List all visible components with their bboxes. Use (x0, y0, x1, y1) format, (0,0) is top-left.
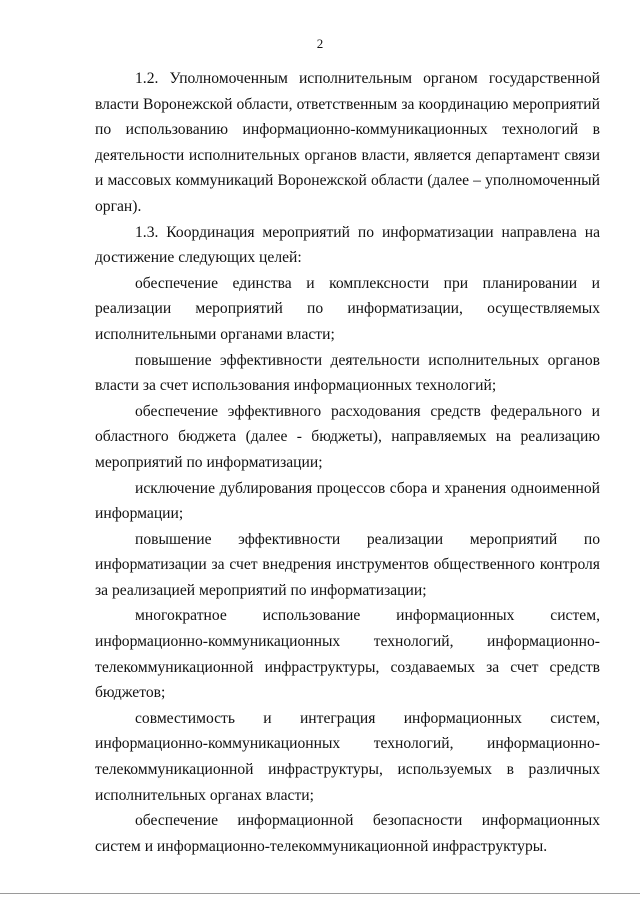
goal-item-compatibility-integration: совместимость и интеграция информационных систем, информационно-коммуникационных технологий, информационно-телекоммуникационной инфраструктуры, используемых в различных исполнительных органах власти; (95, 709, 600, 804)
goal-item-information-security: обеспечение информационной безопасности информационных систем и информационно-телекоммуникационной инфраструктуры. (95, 812, 600, 855)
goal-item-budget-spending: обеспечение эффективного расходования средств федерального и областного бюджета (далее - бюджеты), направляемых на реализацию мероприятий по информатизации; (95, 402, 600, 471)
paragraph-1-2-authorized-body: 1.2. Уполномоченным исполнительным органом государственной власти Воронежской области, ответственным за координацию мероприятий по использованию информационно-коммуникационных технологий в деятельности исполнительных органов власти, является департамент связи и массовых коммуникаций Воронежской области (далее – уполномоченный орган). (95, 70, 600, 215)
paragraph-1-3-coordination-goals: 1.3. Координация мероприятий по информатизации направлена на достижение следующих целей: (95, 223, 600, 267)
goal-item-public-control: повышение эффективности реализации мероприятий по информатизации за счет внедрения инструментов общественного контроля за реализацией мероприятий по информатизации; (95, 530, 600, 599)
bottom-divider (0, 893, 640, 894)
page-number: 2 (316, 36, 324, 51)
document-body (95, 66, 600, 859)
goal-item-no-duplication: исключение дублирования процессов сбора и хранения одноименной информации; (95, 479, 600, 523)
goal-item-reuse-systems: многократное использование информационных систем, информационно-коммуникационных технологий, информационно-телекоммуникационной инфраструктуры, создаваемых за счет средств бюджетов; (95, 607, 600, 702)
goal-item-efficiency-increase: повышение эффективности деятельности исполнительных органов власти за счет использования информационных технологий; (95, 351, 600, 395)
goal-item-unity-planning: обеспечение единства и комплексности при планировании и реализации мероприятий по информатизации, осуществляемых исполнительными органами власти; (95, 274, 600, 343)
